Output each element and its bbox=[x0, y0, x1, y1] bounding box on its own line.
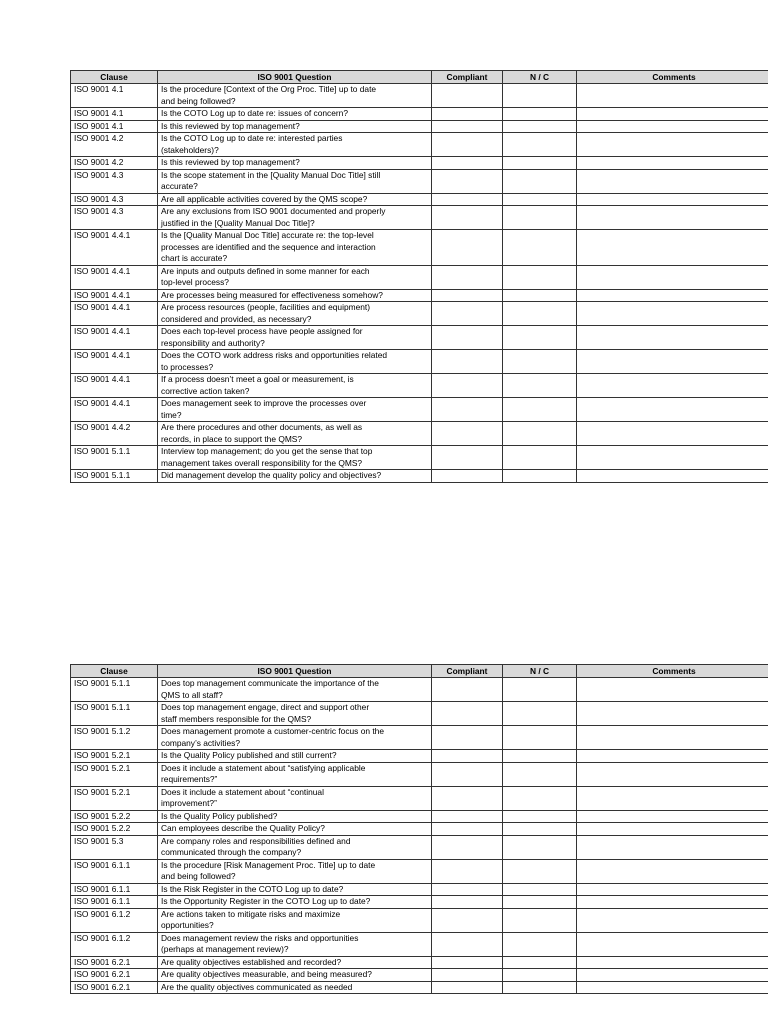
table-row bbox=[71, 859, 768, 883]
nc-cell[interactable] bbox=[503, 265, 577, 289]
header-clause: Clause bbox=[71, 665, 158, 678]
compliant-cell[interactable] bbox=[432, 908, 503, 932]
question-cell: Is the procedure [Risk Management Proc. Title] up to date and being followed? bbox=[158, 859, 432, 883]
compliant-cell[interactable] bbox=[432, 374, 503, 398]
comments-cell[interactable] bbox=[577, 750, 768, 763]
header-compliant: Compliant bbox=[432, 71, 503, 84]
table-row bbox=[71, 823, 768, 836]
question-cell: Are actions taken to mitigate risks and maximize opportunities? bbox=[158, 908, 432, 932]
clause-cell: ISO 9001 4.1 bbox=[71, 120, 158, 133]
table-body bbox=[71, 84, 768, 483]
clause-cell: ISO 9001 5.2.1 bbox=[71, 786, 158, 810]
comments-cell[interactable] bbox=[577, 981, 768, 994]
clause-cell: ISO 9001 5.2.1 bbox=[71, 762, 158, 786]
comments-cell[interactable] bbox=[577, 823, 768, 836]
comments-cell[interactable] bbox=[577, 302, 768, 326]
comments-cell[interactable] bbox=[577, 398, 768, 422]
nc-cell[interactable] bbox=[503, 374, 577, 398]
nc-cell[interactable] bbox=[503, 398, 577, 422]
clause-cell: ISO 9001 4.3 bbox=[71, 193, 158, 206]
clause-cell: ISO 9001 5.1.1 bbox=[71, 470, 158, 483]
comments-cell[interactable] bbox=[577, 810, 768, 823]
table-row bbox=[71, 810, 768, 823]
checklist-table-page-1 bbox=[70, 70, 768, 483]
clause-cell: ISO 9001 4.2 bbox=[71, 157, 158, 170]
comments-cell[interactable] bbox=[577, 762, 768, 786]
table-row bbox=[71, 786, 768, 810]
compliant-cell[interactable] bbox=[432, 810, 503, 823]
table-row bbox=[71, 169, 768, 193]
nc-cell[interactable] bbox=[503, 896, 577, 909]
question-cell: Is the [Quality Manual Doc Title] accurate re: the top-level processes are identified and the sequence and interaction chart is accurate? bbox=[158, 230, 432, 266]
table-row bbox=[71, 896, 768, 909]
nc-cell[interactable] bbox=[503, 702, 577, 726]
compliant-cell[interactable] bbox=[432, 84, 503, 108]
comments-cell[interactable] bbox=[577, 859, 768, 883]
comments-cell[interactable] bbox=[577, 956, 768, 969]
table-row bbox=[71, 265, 768, 289]
nc-cell[interactable] bbox=[503, 932, 577, 956]
compliant-cell[interactable] bbox=[432, 302, 503, 326]
question-cell: Are quality objectives established and recorded? bbox=[158, 956, 432, 969]
nc-cell[interactable] bbox=[503, 823, 577, 836]
question-cell: Does top management communicate the importance of the QMS to all staff? bbox=[158, 678, 432, 702]
question-cell: Does the COTO work address risks and opportunities related to processes? bbox=[158, 350, 432, 374]
compliant-cell[interactable] bbox=[432, 422, 503, 446]
compliant-cell[interactable] bbox=[432, 883, 503, 896]
table-row bbox=[71, 108, 768, 121]
question-cell: Is the procedure [Context of the Org Proc. Title] up to date and being followed? bbox=[158, 84, 432, 108]
question-cell: Does top management engage, direct and support other staff members responsible for the QMS? bbox=[158, 702, 432, 726]
nc-cell[interactable] bbox=[503, 230, 577, 266]
table-row bbox=[71, 981, 768, 994]
compliant-cell[interactable] bbox=[432, 446, 503, 470]
nc-cell[interactable] bbox=[503, 908, 577, 932]
table-row bbox=[71, 289, 768, 302]
table-row bbox=[71, 446, 768, 470]
clause-cell: ISO 9001 4.4.1 bbox=[71, 265, 158, 289]
table-row bbox=[71, 750, 768, 763]
nc-cell[interactable] bbox=[503, 169, 577, 193]
checklist-table-page-2 bbox=[70, 664, 768, 994]
question-cell: Interview top management; do you get the sense that top management takes overall responsibility for the QMS? bbox=[158, 446, 432, 470]
header-compliant: Compliant bbox=[432, 665, 503, 678]
question-cell: Is the Risk Register in the COTO Log up to date? bbox=[158, 883, 432, 896]
comments-cell[interactable] bbox=[577, 969, 768, 982]
clause-cell: ISO 9001 4.4.1 bbox=[71, 374, 158, 398]
header-clause: Clause bbox=[71, 71, 158, 84]
table-row bbox=[71, 374, 768, 398]
nc-cell[interactable] bbox=[503, 883, 577, 896]
compliant-cell[interactable] bbox=[432, 133, 503, 157]
compliant-cell[interactable] bbox=[432, 108, 503, 121]
compliant-cell[interactable] bbox=[432, 398, 503, 422]
table-row bbox=[71, 883, 768, 896]
comments-cell[interactable] bbox=[577, 133, 768, 157]
comments-cell[interactable] bbox=[577, 374, 768, 398]
comments-cell[interactable] bbox=[577, 470, 768, 483]
question-cell: Does management seek to improve the processes over time? bbox=[158, 398, 432, 422]
question-cell: Can employees describe the Quality Policy? bbox=[158, 823, 432, 836]
nc-cell[interactable] bbox=[503, 750, 577, 763]
clause-cell: ISO 9001 5.2.2 bbox=[71, 823, 158, 836]
clause-cell: ISO 9001 5.2.1 bbox=[71, 750, 158, 763]
table-row bbox=[71, 678, 768, 702]
comments-cell[interactable] bbox=[577, 84, 768, 108]
question-cell: Is the COTO Log up to date re: interested parties (stakeholders)? bbox=[158, 133, 432, 157]
clause-cell: ISO 9001 6.2.1 bbox=[71, 969, 158, 982]
comments-cell[interactable] bbox=[577, 120, 768, 133]
compliant-cell[interactable] bbox=[432, 956, 503, 969]
clause-cell: ISO 9001 5.1.1 bbox=[71, 702, 158, 726]
table-row bbox=[71, 206, 768, 230]
question-cell: Does each top-level process have people assigned for responsibility and authority? bbox=[158, 326, 432, 350]
nc-cell[interactable] bbox=[503, 956, 577, 969]
clause-cell: ISO 9001 5.3 bbox=[71, 835, 158, 859]
nc-cell[interactable] bbox=[503, 835, 577, 859]
clause-cell: ISO 9001 6.1.2 bbox=[71, 932, 158, 956]
table-row bbox=[71, 956, 768, 969]
clause-cell: ISO 9001 6.2.1 bbox=[71, 956, 158, 969]
question-cell: Is the scope statement in the [Quality Manual Doc Title] still accurate? bbox=[158, 169, 432, 193]
comments-cell[interactable] bbox=[577, 726, 768, 750]
comments-cell[interactable] bbox=[577, 193, 768, 206]
table-row bbox=[71, 470, 768, 483]
table-row bbox=[71, 157, 768, 170]
comments-cell[interactable] bbox=[577, 678, 768, 702]
table-row bbox=[71, 908, 768, 932]
question-cell: Is the COTO Log up to date re: issues of concern? bbox=[158, 108, 432, 121]
nc-cell[interactable] bbox=[503, 157, 577, 170]
compliant-cell[interactable] bbox=[432, 169, 503, 193]
compliant-cell[interactable] bbox=[432, 726, 503, 750]
compliant-cell[interactable] bbox=[432, 193, 503, 206]
nc-cell[interactable] bbox=[503, 206, 577, 230]
comments-cell[interactable] bbox=[577, 169, 768, 193]
comments-cell[interactable] bbox=[577, 230, 768, 266]
compliant-cell[interactable] bbox=[432, 786, 503, 810]
clause-cell: ISO 9001 4.4.1 bbox=[71, 289, 158, 302]
table-row bbox=[71, 398, 768, 422]
comments-cell[interactable] bbox=[577, 932, 768, 956]
clause-cell: ISO 9001 4.4.1 bbox=[71, 350, 158, 374]
table-row bbox=[71, 84, 768, 108]
compliant-cell[interactable] bbox=[432, 932, 503, 956]
question-cell: Does management review the risks and opportunities (perhaps at management review)? bbox=[158, 932, 432, 956]
question-cell: Does management promote a customer-centric focus on the company’s activities? bbox=[158, 726, 432, 750]
question-cell: Is the Quality Policy published and still current? bbox=[158, 750, 432, 763]
comments-cell[interactable] bbox=[577, 206, 768, 230]
question-cell: Did management develop the quality policy and objectives? bbox=[158, 470, 432, 483]
question-cell: Are inputs and outputs defined in some manner for each top-level process? bbox=[158, 265, 432, 289]
question-cell: Are all applicable activities covered by the QMS scope? bbox=[158, 193, 432, 206]
clause-cell: ISO 9001 6.2.1 bbox=[71, 981, 158, 994]
nc-cell[interactable] bbox=[503, 350, 577, 374]
question-cell: Is the Quality Policy published? bbox=[158, 810, 432, 823]
question-cell: If a process doesn’t meet a goal or measurement, is corrective action taken? bbox=[158, 374, 432, 398]
table-row bbox=[71, 326, 768, 350]
header-question: ISO 9001 Question bbox=[158, 71, 432, 84]
compliant-cell[interactable] bbox=[432, 350, 503, 374]
clause-cell: ISO 9001 5.1.1 bbox=[71, 678, 158, 702]
nc-cell[interactable] bbox=[503, 193, 577, 206]
comments-cell[interactable] bbox=[577, 702, 768, 726]
question-cell: Are the quality objectives communicated as needed bbox=[158, 981, 432, 994]
table-row bbox=[71, 133, 768, 157]
comments-cell[interactable] bbox=[577, 350, 768, 374]
comments-cell[interactable] bbox=[577, 896, 768, 909]
compliant-cell[interactable] bbox=[432, 969, 503, 982]
table-row bbox=[71, 193, 768, 206]
table-body bbox=[71, 678, 768, 994]
nc-cell[interactable] bbox=[503, 289, 577, 302]
clause-cell: ISO 9001 4.3 bbox=[71, 169, 158, 193]
compliant-cell[interactable] bbox=[432, 981, 503, 994]
clause-cell: ISO 9001 6.1.1 bbox=[71, 896, 158, 909]
nc-cell[interactable] bbox=[503, 859, 577, 883]
compliant-cell[interactable] bbox=[432, 702, 503, 726]
comments-cell[interactable] bbox=[577, 157, 768, 170]
nc-cell[interactable] bbox=[503, 762, 577, 786]
clause-cell: ISO 9001 4.4.2 bbox=[71, 422, 158, 446]
question-cell: Are processes being measured for effectiveness somehow? bbox=[158, 289, 432, 302]
compliant-cell[interactable] bbox=[432, 157, 503, 170]
comments-cell[interactable] bbox=[577, 446, 768, 470]
nc-cell[interactable] bbox=[503, 470, 577, 483]
compliant-cell[interactable] bbox=[432, 823, 503, 836]
compliant-cell[interactable] bbox=[432, 206, 503, 230]
table-row bbox=[71, 422, 768, 446]
clause-cell: ISO 9001 4.4.1 bbox=[71, 230, 158, 266]
clause-cell: ISO 9001 6.1.1 bbox=[71, 883, 158, 896]
nc-cell[interactable] bbox=[503, 678, 577, 702]
clause-cell: ISO 9001 4.4.1 bbox=[71, 398, 158, 422]
compliant-cell[interactable] bbox=[432, 896, 503, 909]
compliant-cell[interactable] bbox=[432, 470, 503, 483]
table-row bbox=[71, 702, 768, 726]
nc-cell[interactable] bbox=[503, 786, 577, 810]
comments-cell[interactable] bbox=[577, 326, 768, 350]
table-row bbox=[71, 835, 768, 859]
question-cell: Is the Opportunity Register in the COTO Log up to date? bbox=[158, 896, 432, 909]
question-cell: Does it include a statement about “satisfying applicable requirements?” bbox=[158, 762, 432, 786]
compliant-cell[interactable] bbox=[432, 835, 503, 859]
header-comments: Comments bbox=[577, 665, 768, 678]
comments-cell[interactable] bbox=[577, 265, 768, 289]
nc-cell[interactable] bbox=[503, 726, 577, 750]
compliant-cell[interactable] bbox=[432, 762, 503, 786]
table-row bbox=[71, 230, 768, 266]
table-row bbox=[71, 726, 768, 750]
nc-cell[interactable] bbox=[503, 810, 577, 823]
table-row bbox=[71, 302, 768, 326]
header-comments: Comments bbox=[577, 71, 768, 84]
compliant-cell[interactable] bbox=[432, 120, 503, 133]
clause-cell: ISO 9001 4.4.1 bbox=[71, 302, 158, 326]
clause-cell: ISO 9001 5.1.1 bbox=[71, 446, 158, 470]
question-cell: Are any exclusions from ISO 9001 documented and properly justified in the [Quality Manual Doc Title]? bbox=[158, 206, 432, 230]
comments-cell[interactable] bbox=[577, 786, 768, 810]
nc-cell[interactable] bbox=[503, 108, 577, 121]
question-cell: Are company roles and responsibilities defined and communicated through the company? bbox=[158, 835, 432, 859]
clause-cell: ISO 9001 4.3 bbox=[71, 206, 158, 230]
compliant-cell[interactable] bbox=[432, 289, 503, 302]
table-row bbox=[71, 350, 768, 374]
comments-cell[interactable] bbox=[577, 422, 768, 446]
compliant-cell[interactable] bbox=[432, 265, 503, 289]
question-cell: Is this reviewed by top management? bbox=[158, 120, 432, 133]
clause-cell: ISO 9001 4.1 bbox=[71, 108, 158, 121]
header-row bbox=[71, 71, 768, 84]
nc-cell[interactable] bbox=[503, 422, 577, 446]
compliant-cell[interactable] bbox=[432, 326, 503, 350]
clause-cell: ISO 9001 4.1 bbox=[71, 84, 158, 108]
clause-cell: ISO 9001 5.2.2 bbox=[71, 810, 158, 823]
clause-cell: ISO 9001 5.1.2 bbox=[71, 726, 158, 750]
nc-cell[interactable] bbox=[503, 969, 577, 982]
question-cell: Does it include a statement about “continual improvement?” bbox=[158, 786, 432, 810]
nc-cell[interactable] bbox=[503, 981, 577, 994]
clause-cell: ISO 9001 4.4.1 bbox=[71, 326, 158, 350]
comments-cell[interactable] bbox=[577, 289, 768, 302]
question-cell: Are quality objectives measurable, and being measured? bbox=[158, 969, 432, 982]
clause-cell: ISO 9001 6.1.2 bbox=[71, 908, 158, 932]
question-cell: Is this reviewed by top management? bbox=[158, 157, 432, 170]
compliant-cell[interactable] bbox=[432, 230, 503, 266]
nc-cell[interactable] bbox=[503, 133, 577, 157]
compliant-cell[interactable] bbox=[432, 678, 503, 702]
comments-cell[interactable] bbox=[577, 883, 768, 896]
nc-cell[interactable] bbox=[503, 84, 577, 108]
table-row bbox=[71, 969, 768, 982]
header-question: ISO 9001 Question bbox=[158, 665, 432, 678]
clause-cell: ISO 9001 4.2 bbox=[71, 133, 158, 157]
comments-cell[interactable] bbox=[577, 835, 768, 859]
comments-cell[interactable] bbox=[577, 908, 768, 932]
table-row bbox=[71, 932, 768, 956]
header-nc: N / C bbox=[503, 665, 577, 678]
question-cell: Are process resources (people, facilities and equipment) considered and provided, as necessary? bbox=[158, 302, 432, 326]
table-row bbox=[71, 120, 768, 133]
clause-cell: ISO 9001 6.1.1 bbox=[71, 859, 158, 883]
compliant-cell[interactable] bbox=[432, 750, 503, 763]
nc-cell[interactable] bbox=[503, 302, 577, 326]
compliant-cell[interactable] bbox=[432, 859, 503, 883]
nc-cell[interactable] bbox=[503, 446, 577, 470]
header-row bbox=[71, 665, 768, 678]
nc-cell[interactable] bbox=[503, 326, 577, 350]
question-cell: Are there procedures and other documents, as well as records, in place to support the QMS? bbox=[158, 422, 432, 446]
header-nc: N / C bbox=[503, 71, 577, 84]
comments-cell[interactable] bbox=[577, 108, 768, 121]
table-row bbox=[71, 762, 768, 786]
nc-cell[interactable] bbox=[503, 120, 577, 133]
